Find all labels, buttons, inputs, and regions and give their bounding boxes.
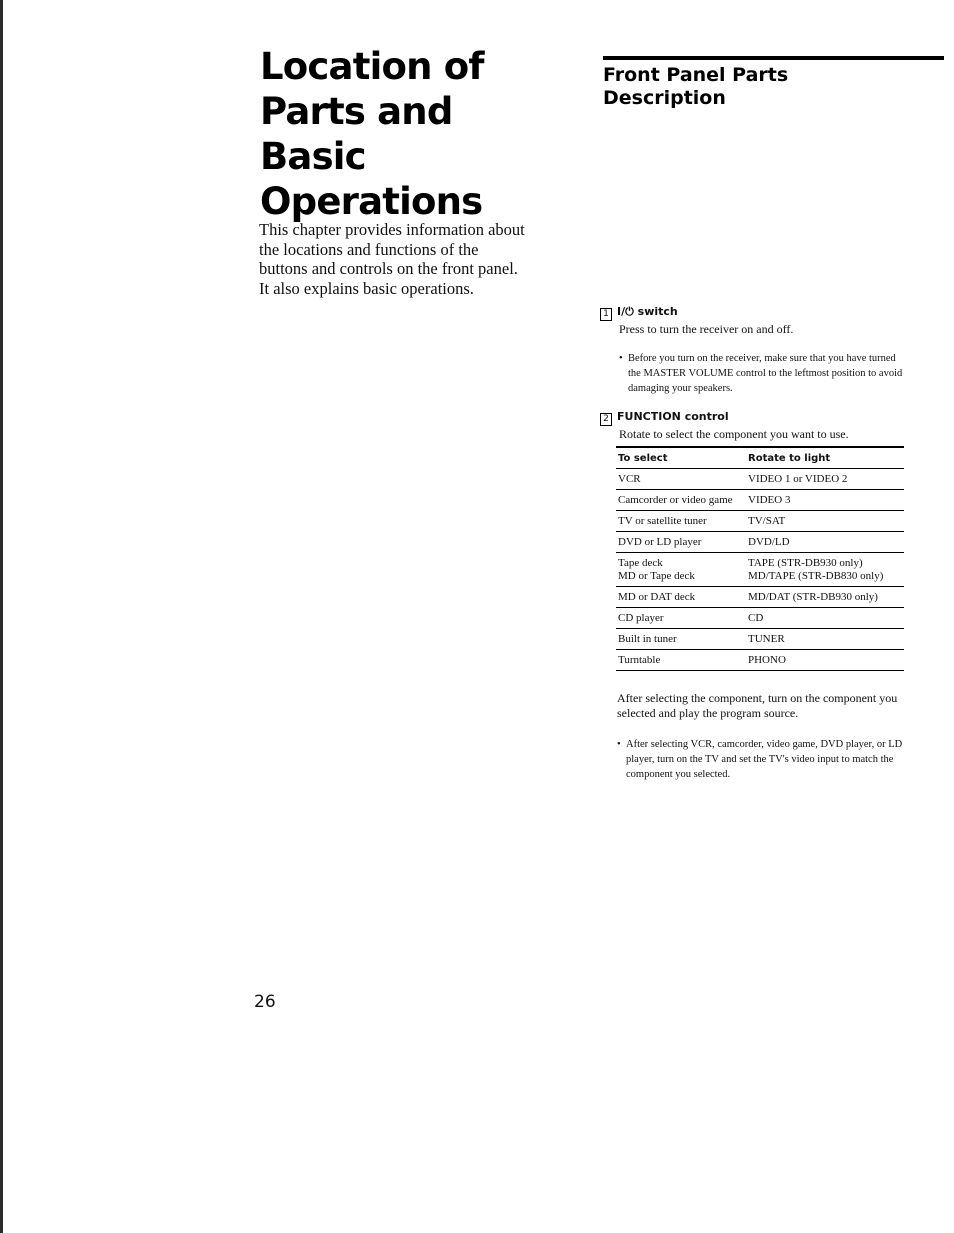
item-1-description: Press to turn the receiver on and off. <box>619 322 794 336</box>
item-1-note: • Before you turn on the receiver, make sure that you have turned the MASTER VOLUME control to the leftmost position to avoid damaging your speakers. <box>619 351 910 396</box>
item-2-title: FUNCTION control <box>617 410 729 423</box>
section-rule <box>603 56 944 60</box>
page-number: 26 <box>254 992 276 1012</box>
table-row <box>616 532 904 553</box>
table-row <box>616 553 904 587</box>
table-cell: VIDEO 1 or VIDEO 2 <box>746 469 904 490</box>
table-cell <box>616 553 746 587</box>
chapter-intro: This chapter provides information about the locations and functions of the buttons and controls on the front panel. It also explains basic operations. <box>259 220 525 298</box>
table-cell <box>746 553 904 587</box>
table-cell: MD/DAT (STR-DB930 only) <box>746 587 904 608</box>
table-row <box>616 511 904 532</box>
table-cell: CD <box>746 608 904 629</box>
table-cell: VIDEO 3 <box>746 490 904 511</box>
item-1-heading <box>600 305 678 321</box>
table-cell: TV/SAT <box>746 511 904 532</box>
item-2-after-text: After selecting the component, turn on the component you selected and play the program source. <box>617 691 898 720</box>
table-cell-line: MD or Tape deck <box>618 570 695 582</box>
page-scan-edge <box>0 0 3 1233</box>
table-header-row <box>616 447 904 469</box>
table-cell: DVD/LD <box>746 532 904 553</box>
table-cell-line: TAPE (STR-DB930 only) <box>748 557 863 569</box>
table-cell: Built in tuner <box>616 629 746 650</box>
table-row <box>616 490 904 511</box>
item-2-description: Rotate to select the component you want to use. <box>619 427 849 441</box>
chapter-title: Location of Parts and Basic Operations <box>260 45 484 223</box>
table-cell-line: Tape deck <box>618 557 663 569</box>
table-cell: PHONO <box>746 650 904 671</box>
table-cell-line: MD/TAPE (STR-DB830 only) <box>748 570 884 582</box>
table-row <box>616 587 904 608</box>
table-cell: VCR <box>616 469 746 490</box>
item-2-number: 2 <box>600 413 612 426</box>
table-cell: CD player <box>616 608 746 629</box>
section-title: Front Panel Parts Description <box>603 64 789 109</box>
table-header-light: Rotate to light <box>746 447 904 469</box>
table-cell: TV or satellite tuner <box>616 511 746 532</box>
table-cell: Camcorder or video game <box>616 490 746 511</box>
item-2-note: • After selecting VCR, camcorder, video game, DVD player, or LD player, turn on the TV and set the TV's video input to match the component you selected. <box>617 737 911 782</box>
table-cell: TUNER <box>746 629 904 650</box>
item-1-title: I/⏻ switch <box>617 305 678 318</box>
item-1-number: 1 <box>600 308 612 321</box>
table-row <box>616 629 904 650</box>
table-row <box>616 608 904 629</box>
item-2-heading <box>600 410 729 426</box>
table-cell: MD or DAT deck <box>616 587 746 608</box>
table-cell: Turntable <box>616 650 746 671</box>
function-table <box>616 446 904 671</box>
table-cell: DVD or LD player <box>616 532 746 553</box>
table-header-select: To select <box>616 447 746 469</box>
table-row <box>616 469 904 490</box>
table-row <box>616 650 904 671</box>
